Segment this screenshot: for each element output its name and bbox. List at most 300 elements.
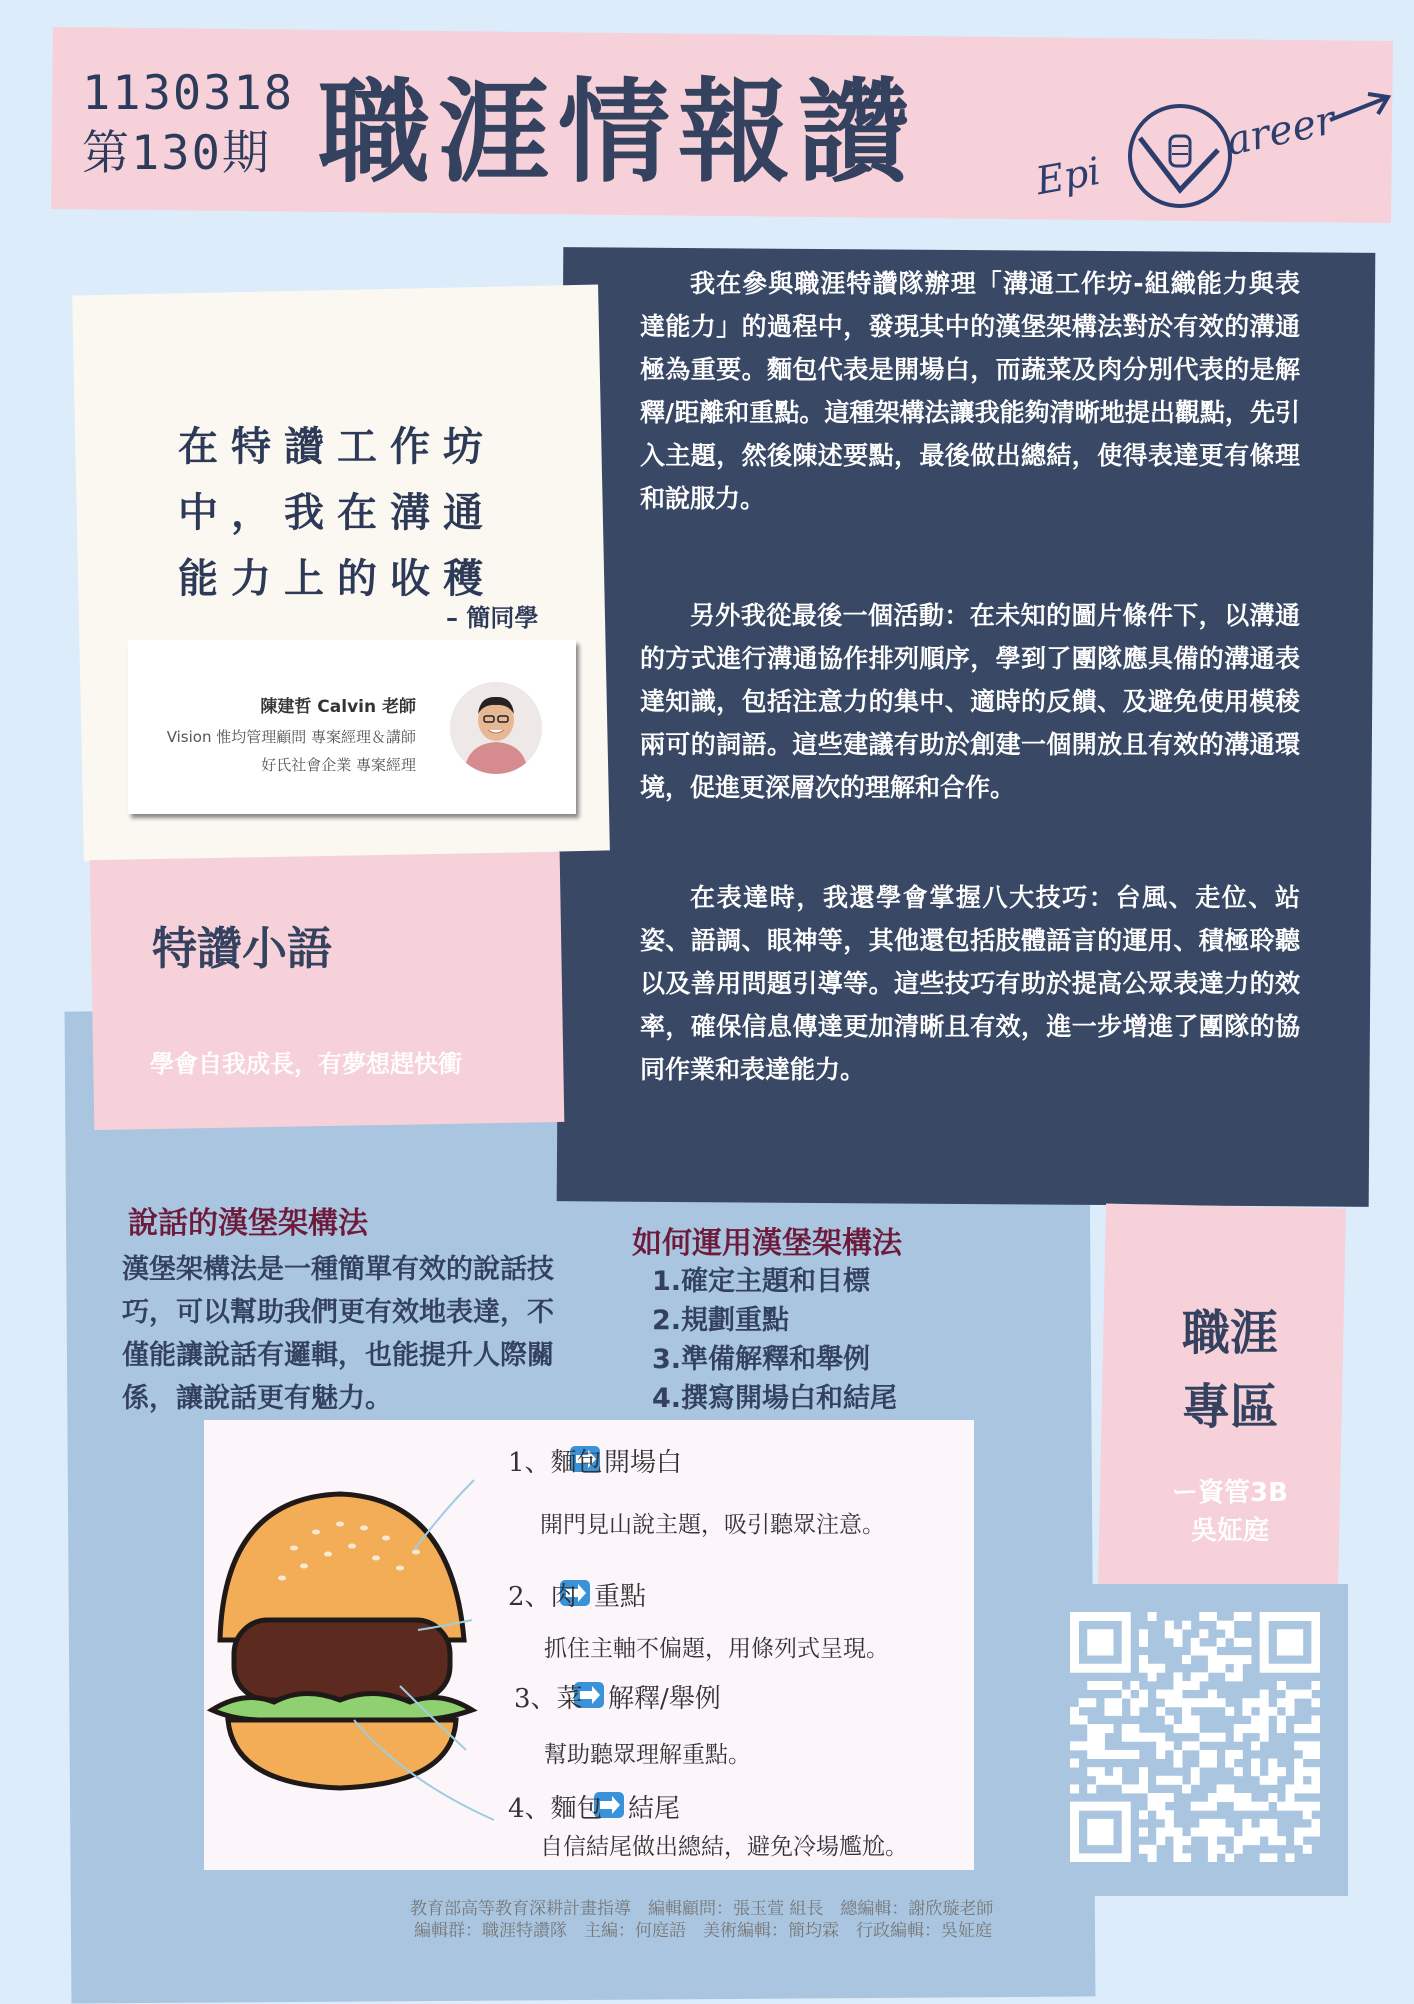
- qr-module: [1199, 1672, 1208, 1681]
- qr-module: [1173, 1638, 1182, 1647]
- qr-module: [1234, 1724, 1243, 1733]
- qr-module: [1234, 1802, 1243, 1811]
- qr-module: [1070, 1802, 1079, 1811]
- qr-module: [1173, 1724, 1182, 1733]
- qr-module: [1173, 1750, 1182, 1759]
- qr-module: [1268, 1828, 1277, 1837]
- qr-module: [1156, 1733, 1165, 1742]
- qr-module: [1096, 1612, 1105, 1621]
- qr-module: [1208, 1655, 1217, 1664]
- qr-module: [1096, 1638, 1105, 1647]
- qr-module: [1191, 1715, 1200, 1724]
- qr-module: [1173, 1776, 1182, 1785]
- qr-module: [1286, 1690, 1295, 1699]
- qr-module: [1087, 1612, 1096, 1621]
- qr-module: [1182, 1741, 1191, 1750]
- qr-module: [1303, 1828, 1312, 1837]
- qr-module: [1242, 1612, 1251, 1621]
- qr-module: [1104, 1664, 1113, 1673]
- qr-module: [1311, 1802, 1320, 1811]
- qr-module: [1208, 1759, 1217, 1768]
- qr-module: [1294, 1690, 1303, 1699]
- qr-module: [1311, 1741, 1320, 1750]
- qr-module: [1173, 1681, 1182, 1690]
- burger-desc-1: 開門見山說主題，吸引聽眾注意。: [540, 1512, 885, 1538]
- qr-module: [1303, 1750, 1312, 1759]
- qr-module: [1156, 1741, 1165, 1750]
- qr-module: [1139, 1767, 1148, 1776]
- qr-module: [1079, 1612, 1088, 1621]
- qr-module: [1191, 1776, 1200, 1785]
- qr-module: [1087, 1741, 1096, 1750]
- qr-module: [1234, 1655, 1243, 1664]
- burger-label-4-meaning: 結尾: [628, 1794, 681, 1824]
- howto-list: [652, 1262, 897, 1418]
- qr-module: [1286, 1802, 1295, 1811]
- qr-module: [1070, 1638, 1079, 1647]
- qr-module: [1311, 1612, 1320, 1621]
- qr-module: [1199, 1759, 1208, 1768]
- hamburger-illustration: [204, 1420, 974, 1870]
- qr-module: [1208, 1836, 1217, 1845]
- qr-module: [1165, 1810, 1174, 1819]
- qr-module: [1096, 1819, 1105, 1828]
- qr-module: [1122, 1612, 1131, 1621]
- qr-module: [1286, 1612, 1295, 1621]
- qr-module: [1079, 1664, 1088, 1673]
- author-name: 吳姃庭: [1190, 1516, 1269, 1546]
- qr-module: [1113, 1767, 1122, 1776]
- footer-credits-1: 教育部高等教育深耕計畫指導 編輯顧問：張玉萱 組長 總編輯：謝欣璇老師: [410, 1899, 994, 1919]
- qr-module: [1225, 1707, 1234, 1716]
- qr-module: [1070, 1784, 1079, 1793]
- qr-module: [1079, 1698, 1088, 1707]
- qr-module: [1208, 1750, 1217, 1759]
- qr-module: [1234, 1750, 1243, 1759]
- qr-module: [1286, 1629, 1295, 1638]
- qr-module: [1165, 1819, 1174, 1828]
- qr-module: [1225, 1793, 1234, 1802]
- qr-module: [1225, 1672, 1234, 1681]
- tips-title: 特讚小語: [152, 922, 333, 975]
- qr-module: [1217, 1664, 1226, 1673]
- qr-module: [1208, 1646, 1217, 1655]
- qr-module: [1173, 1672, 1182, 1681]
- qr-module: [1225, 1629, 1234, 1638]
- qr-module: [1311, 1828, 1320, 1837]
- qr-module: [1225, 1784, 1234, 1793]
- qr-module: [1070, 1707, 1079, 1716]
- qr-module: [1113, 1681, 1122, 1690]
- qr-module: [1294, 1646, 1303, 1655]
- qr-module: [1096, 1681, 1105, 1690]
- qr-module: [1122, 1853, 1131, 1862]
- qr-module: [1199, 1828, 1208, 1837]
- qr-module: [1173, 1690, 1182, 1699]
- qr-module: [1303, 1612, 1312, 1621]
- qr-module: [1217, 1733, 1226, 1742]
- qr-module: [1182, 1655, 1191, 1664]
- qr-module: [1199, 1629, 1208, 1638]
- qr-module: [1113, 1664, 1122, 1673]
- qr-module: [1139, 1664, 1148, 1673]
- burger-desc-4: 自信結尾做出總結，避免冷場尷尬。: [540, 1834, 908, 1860]
- qr-module: [1242, 1819, 1251, 1828]
- footer-credits-2: 編輯群：職涯特讚隊 主編：何庭語 美術編輯：簡均霖 行政編輯：吳姃庭: [414, 1921, 992, 1941]
- qr-module: [1208, 1664, 1217, 1673]
- qr-module: [1087, 1767, 1096, 1776]
- qr-module: [1225, 1655, 1234, 1664]
- qr-module: [1130, 1698, 1139, 1707]
- qr-module: [1260, 1646, 1269, 1655]
- list-item: 1.確定主題和目標: [652, 1266, 871, 1297]
- qr-module: [1130, 1750, 1139, 1759]
- qr-module: [1087, 1629, 1096, 1638]
- qr-module: [1182, 1784, 1191, 1793]
- qr-module: [1294, 1664, 1303, 1673]
- qr-module: [1182, 1724, 1191, 1733]
- qr-module: [1070, 1810, 1079, 1819]
- qr-module: [1148, 1793, 1157, 1802]
- qr-module: [1070, 1646, 1079, 1655]
- qr-module: [1217, 1819, 1226, 1828]
- qr-module: [1311, 1715, 1320, 1724]
- qr-module: [1303, 1784, 1312, 1793]
- qr-module: [1122, 1638, 1131, 1647]
- qr-module: [1156, 1776, 1165, 1785]
- qr-module: [1294, 1784, 1303, 1793]
- qr-module: [1277, 1612, 1286, 1621]
- qr-module: [1251, 1802, 1260, 1811]
- qr-module: [1070, 1715, 1079, 1724]
- qr-module: [1156, 1750, 1165, 1759]
- burger-desc-2: 抓住主軸不偏題，用條列式呈現。: [544, 1636, 889, 1662]
- qr-module: [1242, 1793, 1251, 1802]
- qr-module: [1070, 1629, 1079, 1638]
- qr-module: [1165, 1776, 1174, 1785]
- qr-module: [1087, 1664, 1096, 1673]
- qr-module: [1234, 1767, 1243, 1776]
- qr-module: [1139, 1638, 1148, 1647]
- qr-module: [1122, 1724, 1131, 1733]
- qr-code[interactable]: [1070, 1612, 1320, 1862]
- qr-module: [1234, 1672, 1243, 1681]
- qr-module: [1251, 1715, 1260, 1724]
- qr-module: [1286, 1664, 1295, 1673]
- qr-module: [1260, 1733, 1269, 1742]
- qr-module: [1070, 1759, 1079, 1768]
- qr-module: [1294, 1724, 1303, 1733]
- speaker-avatar: [450, 682, 542, 774]
- section-howto-title: 如何運用漢堡架構法: [632, 1226, 902, 1261]
- qr-module: [1122, 1621, 1131, 1630]
- qr-module: [1182, 1698, 1191, 1707]
- qr-module: [1277, 1646, 1286, 1655]
- qr-module: [1173, 1828, 1182, 1837]
- qr-module: [1294, 1759, 1303, 1768]
- zone-author: [1160, 1474, 1300, 1550]
- zone-line-2: 專區: [1181, 1379, 1278, 1435]
- qr-module: [1191, 1638, 1200, 1647]
- qr-module: [1286, 1853, 1295, 1862]
- qr-module: [1217, 1784, 1226, 1793]
- qr-module: [1156, 1836, 1165, 1845]
- career-zone-title: [1140, 1296, 1320, 1444]
- qr-module: [1251, 1767, 1260, 1776]
- qr-module: [1156, 1828, 1165, 1837]
- qr-module: [1277, 1638, 1286, 1647]
- qr-module: [1311, 1767, 1320, 1776]
- qr-module: [1104, 1836, 1113, 1845]
- qr-module: [1165, 1690, 1174, 1699]
- qr-module: [1122, 1646, 1131, 1655]
- qr-module: [1122, 1828, 1131, 1837]
- qr-module: [1260, 1638, 1269, 1647]
- qr-module: [1191, 1828, 1200, 1837]
- qr-module: [1277, 1681, 1286, 1690]
- qr-module: [1251, 1759, 1260, 1768]
- qr-module: [1096, 1853, 1105, 1862]
- qr-module: [1260, 1802, 1269, 1811]
- qr-module: [1242, 1836, 1251, 1845]
- qr-module: [1139, 1784, 1148, 1793]
- qr-module: [1096, 1767, 1105, 1776]
- qr-module: [1277, 1802, 1286, 1811]
- qr-module: [1079, 1715, 1088, 1724]
- qr-module: [1208, 1690, 1217, 1699]
- qr-module: [1311, 1819, 1320, 1828]
- qr-code-icon: [1070, 1612, 1320, 1862]
- qr-module: [1311, 1776, 1320, 1785]
- qr-module: [1217, 1828, 1226, 1837]
- qr-module: [1242, 1828, 1251, 1837]
- qr-module: [1225, 1750, 1234, 1759]
- qr-module: [1191, 1646, 1200, 1655]
- qr-module: [1104, 1707, 1113, 1716]
- qr-module: [1191, 1681, 1200, 1690]
- qr-module: [1286, 1638, 1295, 1647]
- qr-module: [1286, 1707, 1295, 1716]
- qr-module: [1104, 1819, 1113, 1828]
- qr-module: [1122, 1690, 1131, 1699]
- qr-module: [1303, 1810, 1312, 1819]
- qr-module: [1113, 1707, 1122, 1716]
- qr-module: [1286, 1698, 1295, 1707]
- qr-module: [1303, 1741, 1312, 1750]
- qr-module: [1268, 1612, 1277, 1621]
- qr-module: [1286, 1784, 1295, 1793]
- qr-module: [1122, 1845, 1131, 1854]
- qr-module: [1122, 1819, 1131, 1828]
- qr-module: [1130, 1724, 1139, 1733]
- qr-module: [1311, 1621, 1320, 1630]
- qr-module: [1173, 1698, 1182, 1707]
- qr-module: [1182, 1715, 1191, 1724]
- qr-module: [1087, 1784, 1096, 1793]
- qr-module: [1087, 1646, 1096, 1655]
- qr-module: [1165, 1741, 1174, 1750]
- qr-module: [1156, 1802, 1165, 1811]
- qr-module: [1268, 1836, 1277, 1845]
- article-paragraph-2: 另外我從最後一個活動：在未知的圖片條件下，以溝通的方式進行溝通協作排列順序，學到了團隊應具備的溝通表達知識，包括注意力的集中、適時的反饋、及避免使用模稜兩可的詞語。這些建議有助於創建一個開放且有效的溝通環境，促進更深層次的理解和合作。: [640, 601, 1300, 802]
- qr-module: [1251, 1698, 1260, 1707]
- qr-module: [1234, 1845, 1243, 1854]
- qr-module: [1242, 1802, 1251, 1811]
- qr-module: [1268, 1819, 1277, 1828]
- qr-module: [1260, 1655, 1269, 1664]
- qr-module: [1260, 1698, 1269, 1707]
- qr-module: [1113, 1776, 1122, 1785]
- qr-module: [1182, 1707, 1191, 1716]
- qr-module: [1139, 1845, 1148, 1854]
- qr-module: [1303, 1690, 1312, 1699]
- qr-module: [1148, 1733, 1157, 1742]
- qr-module: [1303, 1802, 1312, 1811]
- qr-module: [1096, 1836, 1105, 1845]
- qr-module: [1182, 1836, 1191, 1845]
- burger-label-2: 2、肉: [508, 1582, 577, 1612]
- qr-module: [1079, 1853, 1088, 1862]
- qr-module: [1148, 1853, 1157, 1862]
- qr-module: [1294, 1836, 1303, 1845]
- qr-module: [1165, 1828, 1174, 1837]
- qr-module: [1139, 1690, 1148, 1699]
- qr-module: [1268, 1853, 1277, 1862]
- qr-module: [1242, 1707, 1251, 1716]
- qr-module: [1113, 1802, 1122, 1811]
- qr-module: [1225, 1621, 1234, 1630]
- qr-module: [1199, 1733, 1208, 1742]
- qr-module: [1104, 1853, 1113, 1862]
- qr-module: [1251, 1836, 1260, 1845]
- qr-module: [1139, 1698, 1148, 1707]
- qr-module: [1294, 1776, 1303, 1785]
- qr-module: [1277, 1629, 1286, 1638]
- qr-module: [1191, 1698, 1200, 1707]
- qr-module: [1234, 1612, 1243, 1621]
- epicareer-logo: [1030, 90, 1400, 230]
- qr-module: [1113, 1853, 1122, 1862]
- qr-module: [1165, 1698, 1174, 1707]
- qr-module: [1294, 1828, 1303, 1837]
- qr-module: [1130, 1707, 1139, 1716]
- qr-module: [1260, 1724, 1269, 1733]
- qr-module: [1303, 1767, 1312, 1776]
- qr-module: [1070, 1655, 1079, 1664]
- qr-module: [1303, 1724, 1312, 1733]
- qr-module: [1156, 1793, 1165, 1802]
- qr-module: [1199, 1819, 1208, 1828]
- qr-module: [1104, 1612, 1113, 1621]
- qr-module: [1234, 1793, 1243, 1802]
- qr-module: [1096, 1733, 1105, 1742]
- qr-module: [1277, 1664, 1286, 1673]
- qr-module: [1311, 1629, 1320, 1638]
- qr-module: [1251, 1828, 1260, 1837]
- qr-module: [1260, 1707, 1269, 1716]
- qr-module: [1268, 1793, 1277, 1802]
- qr-module: [1087, 1733, 1096, 1742]
- qr-module: [1260, 1612, 1269, 1621]
- qr-module: [1104, 1681, 1113, 1690]
- qr-module: [1208, 1853, 1217, 1862]
- qr-module: [1087, 1828, 1096, 1837]
- qr-module: [1070, 1845, 1079, 1854]
- qr-module: [1268, 1759, 1277, 1768]
- qr-module: [1173, 1759, 1182, 1768]
- qr-module: [1294, 1802, 1303, 1811]
- burger-desc-3: 幫助聽眾理解重點。: [544, 1742, 751, 1768]
- qr-module: [1277, 1698, 1286, 1707]
- qr-module: [1191, 1741, 1200, 1750]
- qr-module: [1070, 1621, 1079, 1630]
- burger-label-2-meaning: 重點: [594, 1582, 647, 1612]
- article-paragraph-1: 我在參與職涯特讚隊辦理「溝通工作坊-組織能力與表達能力」的過程中，發現其中的漢堡架構法對於有效的溝通極為重要。麵包代表是開場白，而蔬菜及肉分別代表的是解釋/距離和重點。這種架構法讓我能夠清晰地提出觀點，先引入主題，然後陳述要點，最後做出總結，使得表達更有條理和說服力。: [640, 269, 1300, 513]
- qr-module: [1113, 1750, 1122, 1759]
- qr-module: [1096, 1802, 1105, 1811]
- qr-module: [1199, 1646, 1208, 1655]
- qr-module: [1104, 1646, 1113, 1655]
- qr-module: [1208, 1828, 1217, 1837]
- qr-module: [1311, 1664, 1320, 1673]
- qr-module: [1311, 1638, 1320, 1647]
- qr-module: [1199, 1698, 1208, 1707]
- qr-module: [1199, 1612, 1208, 1621]
- list-item: 4.撰寫開場白和結尾: [652, 1383, 898, 1414]
- qr-module: [1217, 1793, 1226, 1802]
- qr-module: [1122, 1733, 1131, 1742]
- tips-text: 學會自我成長，有夢想趕快衝: [150, 1050, 462, 1078]
- qr-module: [1165, 1715, 1174, 1724]
- qr-module: [1104, 1750, 1113, 1759]
- qr-module: [1311, 1724, 1320, 1733]
- qr-module: [1277, 1715, 1286, 1724]
- qr-module: [1087, 1681, 1096, 1690]
- qr-module: [1148, 1612, 1157, 1621]
- qr-module: [1311, 1681, 1320, 1690]
- qr-module: [1104, 1629, 1113, 1638]
- qr-module: [1173, 1629, 1182, 1638]
- qr-module: [1139, 1776, 1148, 1785]
- qr-module: [1225, 1853, 1234, 1862]
- qr-module: [1122, 1750, 1131, 1759]
- section-hamburger-title: 說話的漢堡架構法: [128, 1206, 368, 1241]
- burger-label-1-meaning: 開場白: [604, 1448, 683, 1478]
- qr-module: [1191, 1724, 1200, 1733]
- qr-module: [1096, 1828, 1105, 1837]
- qr-module: [1294, 1612, 1303, 1621]
- qr-module: [1277, 1767, 1286, 1776]
- qr-module: [1122, 1836, 1131, 1845]
- qr-module: [1096, 1776, 1105, 1785]
- qr-module: [1079, 1741, 1088, 1750]
- qr-module: [1286, 1646, 1295, 1655]
- qr-module: [1294, 1629, 1303, 1638]
- speaker-role-2: 好氏社會企業 專案經理: [261, 756, 416, 774]
- qr-module: [1070, 1853, 1079, 1862]
- qr-module: [1217, 1621, 1226, 1630]
- qr-module: [1260, 1776, 1269, 1785]
- speaker-role-1: Vision 惟均管理顧問 專案經理＆講師: [166, 728, 416, 746]
- qr-module: [1087, 1853, 1096, 1862]
- qr-module: [1303, 1664, 1312, 1673]
- qr-module: [1260, 1690, 1269, 1699]
- qr-module: [1242, 1655, 1251, 1664]
- qr-module: [1104, 1776, 1113, 1785]
- qr-module: [1268, 1767, 1277, 1776]
- qr-module: [1260, 1629, 1269, 1638]
- qr-module: [1104, 1828, 1113, 1837]
